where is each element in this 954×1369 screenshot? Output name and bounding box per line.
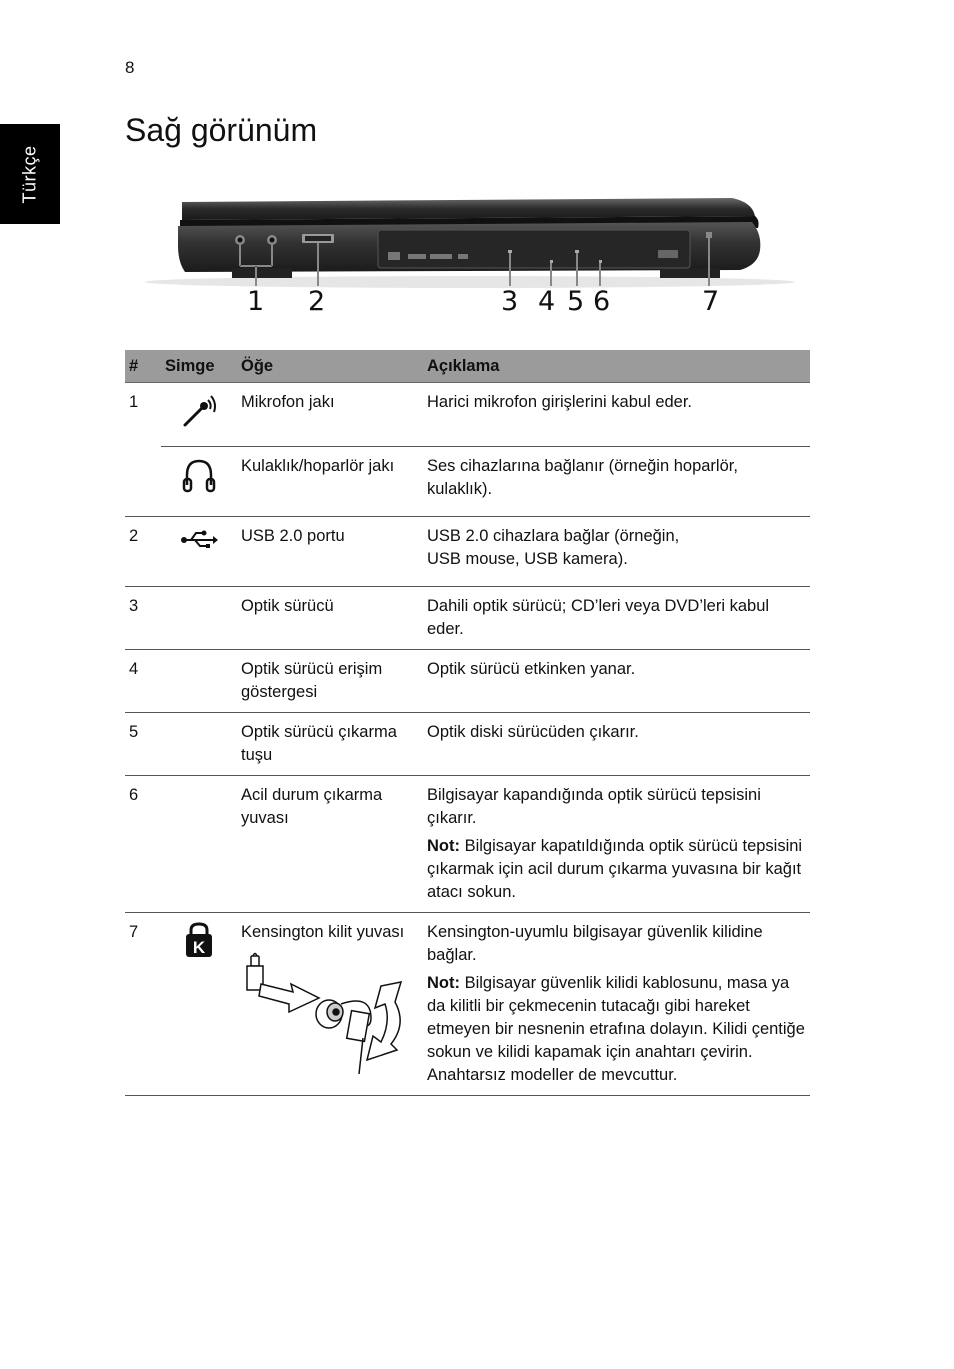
kensington-lock-icon	[183, 921, 215, 959]
row-number: 5	[125, 713, 161, 776]
headphones-icon	[179, 455, 219, 495]
row-description: Dahili optik sürücü; CD’leri veya DVD’leri kabul eder.	[423, 587, 810, 650]
row-description: Ses cihazlarına bağlanır (örneğin hoparlör, kulaklık).	[423, 447, 810, 517]
note-text: Bilgisayar güvenlik kilidi kablosunu, masa ya da kilitli bir çekmecenin tutacağı gibi hareket etmeyen bir nesnenin etrafına dolayın. Kilidi çentiğe sokun ve kilidi kapamak için anahtarı çevirin. Anahtarsız modeller de mevcuttur.	[427, 974, 805, 1084]
table-row	[125, 587, 810, 650]
row-item: Kensington kilit yuvası	[241, 923, 405, 941]
table-row	[125, 650, 810, 713]
row-description: Harici mikrofon girişlerini kabul eder.	[423, 383, 810, 447]
row-number: 4	[125, 650, 161, 713]
callout-6: 6	[593, 286, 611, 317]
ports-table	[125, 350, 810, 1096]
language-tab	[0, 124, 60, 224]
callout-5: 5	[567, 286, 585, 317]
page-title: Sağ görünüm	[125, 112, 318, 148]
table-row	[125, 517, 810, 587]
row-number: 7	[125, 913, 161, 1096]
note-label: Not:	[427, 974, 460, 992]
note-text: Bilgisayar kapatıldığında optik sürücü tepsisini çıkarmak için acil durum çıkarma yuvasına bir kağıt atacı sokun.	[427, 837, 803, 901]
page-number: 8	[125, 58, 135, 77]
row-item: Optik sürücü erişim göstergesi	[237, 650, 423, 713]
row-number: 2	[125, 517, 161, 587]
row-number: 1	[129, 393, 139, 411]
row-item: Acil durum çıkarma yuvası	[237, 776, 423, 913]
microphone-icon	[179, 391, 219, 431]
row-description: Optik sürücü etkinken yanar.	[423, 650, 810, 713]
row-description: Kensington-uyumlu bilgisayar güvenlik kilidine bağlar.	[427, 923, 763, 964]
header-description: Açıklama	[423, 350, 810, 383]
row-description: USB 2.0 cihazlara bağlar (örneğin,	[427, 527, 680, 545]
usb-icon	[179, 525, 219, 555]
laptop-right-side-illustration	[140, 190, 800, 330]
row-item: Optik sürücü	[237, 587, 423, 650]
table-row	[125, 776, 810, 913]
callout-3: 3	[501, 286, 519, 317]
row-description: Optik diski sürücüden çıkarır.	[423, 713, 810, 776]
callout-7: 7	[702, 286, 720, 317]
row-item: Mikrofon jakı	[237, 383, 423, 447]
row-item: USB 2.0 portu	[237, 517, 423, 587]
table-row	[125, 913, 810, 1096]
table-header-row	[125, 350, 810, 383]
row-description: Bilgisayar kapandığında optik sürücü tepsisini çıkarır.	[427, 786, 761, 827]
row-description-line2: USB mouse, USB kamera).	[427, 550, 628, 568]
table-row	[125, 713, 810, 776]
row-note	[427, 835, 806, 904]
row-number: 6	[125, 776, 161, 913]
row-number	[125, 447, 161, 517]
svg-text:K: K	[192, 938, 206, 957]
note-label: Not:	[427, 837, 460, 855]
row-number: 3	[125, 587, 161, 650]
header-item: Öğe	[237, 350, 423, 383]
callout-2: 2	[308, 286, 326, 317]
table-row	[125, 383, 810, 447]
callout-4: 4	[538, 286, 556, 317]
lock-cable-illustration	[241, 952, 411, 1077]
row-item: Kulaklık/hoparlör jakı	[237, 447, 423, 517]
callout-1: 1	[247, 286, 265, 317]
language-tab-label: Türkçe	[19, 144, 40, 204]
table-row	[125, 447, 810, 517]
header-icon: Simge	[161, 350, 237, 383]
row-item: Optik sürücü çıkarma tuşu	[237, 713, 423, 776]
row-note	[427, 972, 806, 1087]
header-number: #	[125, 350, 161, 383]
